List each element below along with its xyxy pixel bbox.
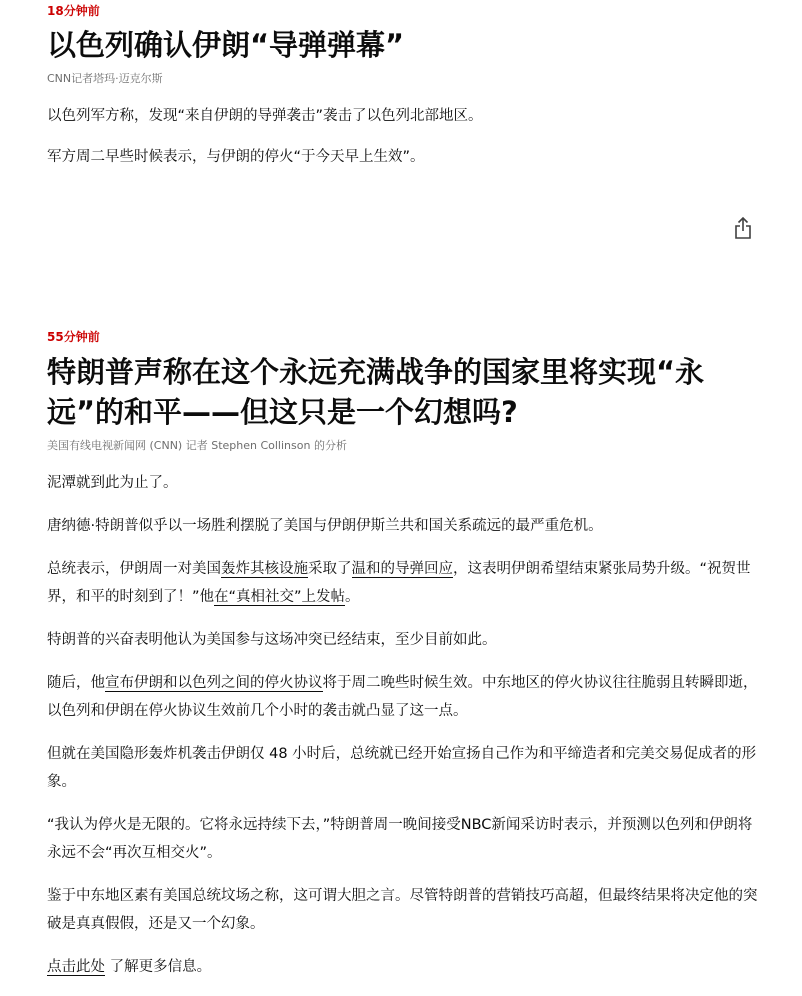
post-paragraph: 唐纳德·特朗普似乎以一场胜利摆脱了美国与伊朗伊斯兰共和国关系疏远的最严重危机。 — [47, 518, 603, 534]
post-headline: 特朗普声称在这个永远充满战争的国家里将实现“永远”的和平——但这只是一个幻想吗? — [47, 355, 705, 429]
text-span: 了解更多信息。 — [105, 959, 212, 975]
post-paragraph: 鉴于中东地区素有美国总统坟场之称，这可谓大胆之言。尽管特朗普的营销技巧高超，但最终结果将决定他的突破是真真假假，还是又一个幻象。 — [47, 888, 758, 932]
post-byline: 美国有线电视新闻网 (CNN) 记者 Stephen Collinson 的分析 — [47, 439, 347, 452]
post-paragraph — [47, 555, 759, 611]
post-paragraph: 特朗普的兴奋表明他认为美国参与这场冲突已经结束，至少目前如此。 — [47, 632, 497, 648]
post-paragraph: 泥潭就到此为止了。 — [47, 475, 178, 491]
post-paragraph: 以色列军方称，发现“来自伊朗的导弹袭击”袭击了以色列北部地区。 — [47, 108, 483, 124]
post-paragraph — [47, 669, 759, 725]
post-body — [47, 469, 759, 981]
post-timestamp: 18分钟前 — [47, 4, 100, 18]
post-byline: CNN记者塔玛·迈克尔斯 — [47, 72, 163, 85]
text-span: 采取了 — [308, 561, 352, 577]
post-paragraph: 但就在美国隐形轰炸机袭击伊朗仅 48 小时后，总统就已经开始宣扬自己作为和平缔造者和完美交易促成者的形象。 — [47, 746, 757, 790]
link-truth-social-post[interactable]: 在“真相社交”上发帖 — [214, 589, 346, 605]
text-span: 随后，他 — [47, 675, 105, 691]
link-click-here[interactable]: 点击此处 — [47, 959, 105, 975]
link-missile-response[interactable]: 温和的导弹回应 — [351, 561, 453, 577]
text-span: 。 — [345, 589, 360, 605]
link-nuclear-strike[interactable]: 轰炸其核设施 — [221, 561, 308, 577]
share-icon — [733, 216, 753, 240]
post-timestamp: 55分钟前 — [47, 330, 100, 344]
text-span: ，这表明伊朗希望结束紧张局势升级。“祝贺世界，和平的时刻到了！”他 — [47, 561, 751, 605]
post-headline: 以色列确认伊朗“导弹弹幕” — [47, 28, 405, 62]
text-span: 总统表示，伊朗周一对美国 — [47, 561, 221, 577]
post-paragraph: 军方周二早些时候表示，与伊朗的停火“于今天早上生效”。 — [47, 149, 425, 165]
post-paragraph: “我认为停火是无限的。它将永远持续下去，”特朗普周一晚间接受NBC新闻采访时表示，并预测以色列和伊朗将永远不会“再次互相交火”。 — [47, 817, 753, 861]
link-ceasefire-announcement[interactable]: 宣布伊朗和以色列之间的停火协议 — [105, 675, 323, 691]
post-body — [47, 102, 759, 171]
live-post-israel-confirms — [47, 0, 759, 184]
text-span: 将于周二晚些时候生效。中东地区的停火协议往往脆弱且转瞬即逝，以色列和伊朗在停火协议生效前几个小时的袭击就凸显了这一点。 — [47, 675, 758, 719]
share-button[interactable] — [733, 216, 753, 240]
post-paragraph — [47, 953, 759, 981]
live-post-trump-peace-analysis — [47, 326, 759, 996]
